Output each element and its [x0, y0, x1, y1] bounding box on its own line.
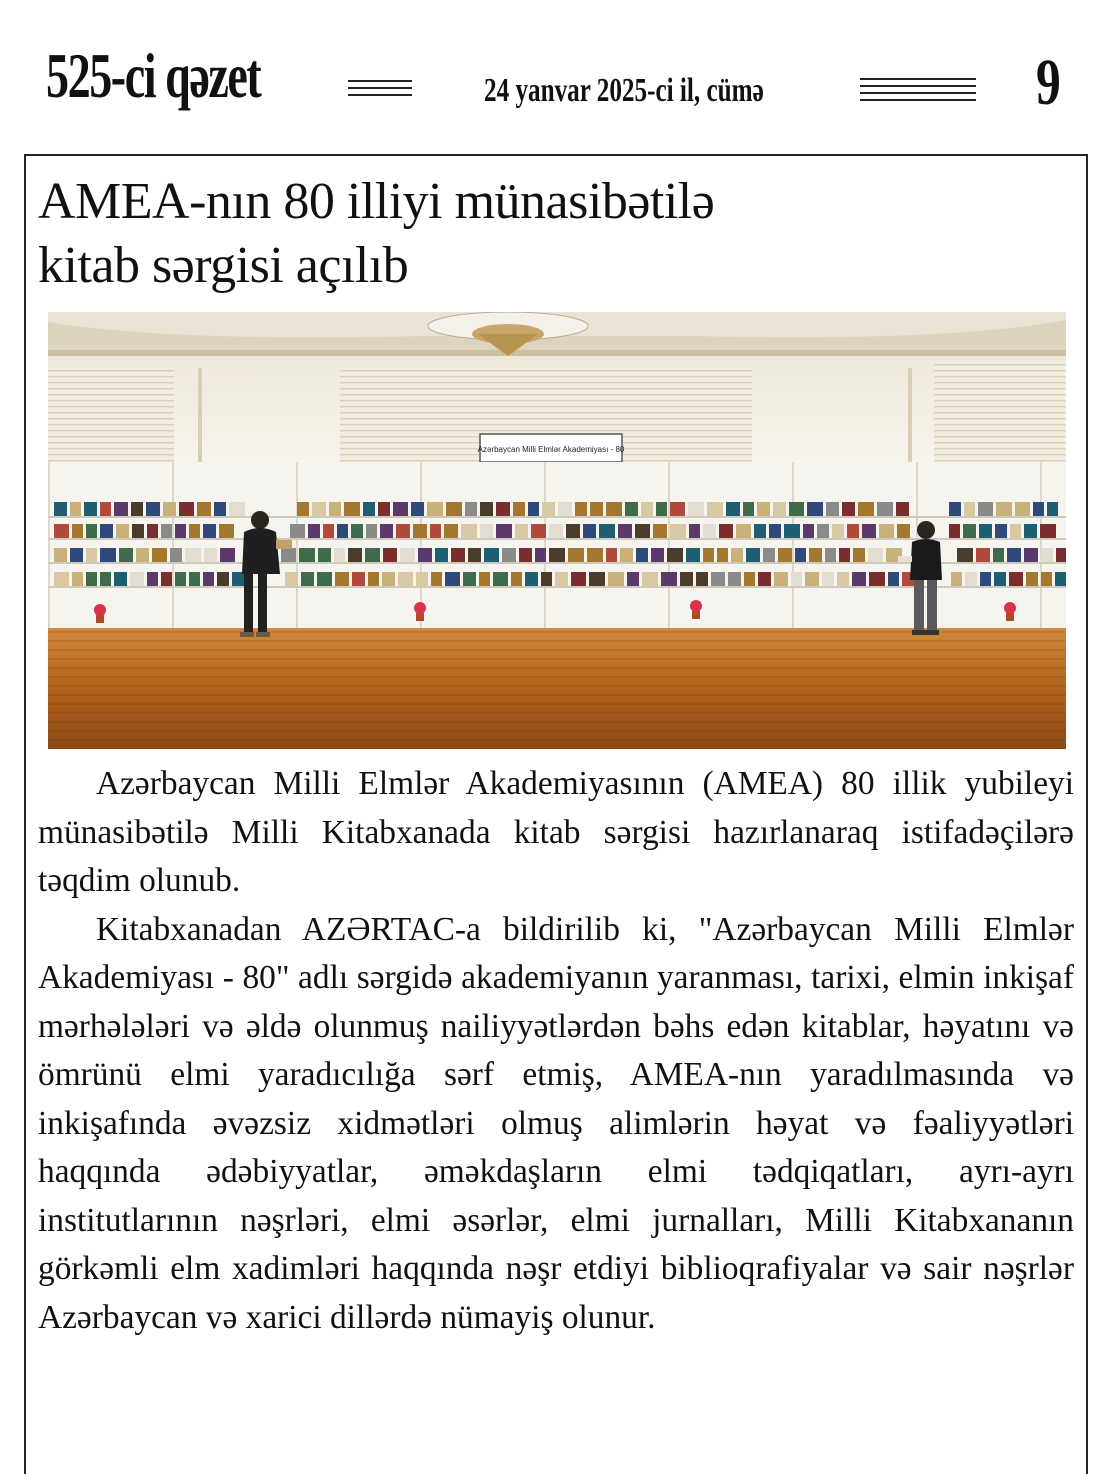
book — [542, 502, 555, 516]
book — [774, 572, 788, 586]
book — [535, 548, 546, 562]
book — [858, 502, 874, 516]
book — [839, 548, 850, 562]
book — [348, 548, 362, 562]
book — [446, 502, 462, 516]
book — [541, 572, 552, 586]
book — [549, 548, 565, 562]
book — [1009, 572, 1023, 586]
book — [599, 524, 615, 538]
book — [805, 572, 819, 586]
article-body — [38, 760, 1074, 1342]
book — [696, 572, 708, 586]
book — [119, 548, 133, 562]
book — [70, 548, 83, 562]
book — [869, 572, 885, 586]
book — [301, 572, 314, 586]
book — [736, 524, 751, 538]
book — [368, 572, 379, 586]
book — [54, 548, 67, 562]
book — [519, 548, 532, 562]
book — [568, 548, 584, 562]
book — [587, 548, 603, 562]
book — [809, 548, 822, 562]
book — [853, 548, 865, 562]
book — [670, 524, 686, 538]
book — [396, 524, 410, 538]
book — [1056, 548, 1066, 562]
book — [879, 524, 894, 538]
book — [382, 572, 395, 586]
book — [606, 502, 622, 516]
book — [86, 572, 97, 586]
book — [743, 502, 754, 516]
book — [957, 548, 973, 562]
book — [680, 572, 693, 586]
book — [667, 548, 683, 562]
book — [147, 572, 158, 586]
book — [468, 548, 481, 562]
book — [728, 572, 741, 586]
exhibition-banner — [478, 434, 625, 462]
book — [993, 548, 1004, 562]
book — [54, 502, 67, 516]
book — [484, 548, 499, 562]
book — [996, 502, 1012, 516]
book — [179, 502, 194, 516]
book — [496, 524, 512, 538]
book — [825, 548, 836, 562]
book — [555, 572, 568, 586]
book — [515, 524, 528, 538]
book — [72, 524, 83, 538]
book — [465, 502, 477, 516]
book — [877, 502, 893, 516]
book — [318, 548, 331, 562]
book — [479, 572, 490, 586]
book — [378, 502, 390, 516]
book — [197, 502, 211, 516]
book — [994, 572, 1006, 586]
book — [773, 502, 786, 516]
book — [136, 548, 149, 562]
book — [778, 548, 792, 562]
issue-date: 24 yanvar 2025-ci il, cümə — [484, 72, 764, 109]
book — [896, 502, 909, 516]
book — [528, 502, 539, 516]
book — [281, 548, 296, 562]
book — [832, 524, 844, 538]
book — [170, 548, 182, 562]
headline-line-2: kitab sərgisi açılıb — [38, 237, 409, 294]
book — [116, 524, 129, 538]
exhibition-photo — [48, 312, 1066, 749]
book — [978, 502, 993, 516]
book — [365, 548, 380, 562]
book — [653, 524, 667, 538]
book — [131, 502, 143, 516]
book — [847, 524, 859, 538]
book — [744, 572, 755, 586]
paragraph-1: Azərbaycan Milli Elmlər Akademiyasının (AMEA) 80 illik yubileyi münasibətilə Milli Kitabxanada kitab sərgisi hazırlanaraq istifadəçilərə təqdim olunub. — [38, 765, 1074, 899]
book — [413, 524, 427, 538]
book — [531, 524, 546, 538]
book — [1040, 524, 1056, 538]
book — [418, 548, 432, 562]
book — [707, 502, 723, 516]
book — [430, 524, 441, 538]
book — [625, 502, 638, 516]
book — [463, 572, 476, 586]
book — [317, 572, 332, 586]
book — [656, 502, 667, 516]
book — [868, 548, 883, 562]
book — [114, 572, 127, 586]
book — [100, 524, 113, 538]
book — [1024, 548, 1038, 562]
book — [352, 572, 365, 586]
book — [203, 524, 216, 538]
book — [719, 524, 733, 538]
book — [964, 502, 975, 516]
book — [618, 524, 632, 538]
book — [583, 524, 596, 538]
book — [229, 502, 245, 516]
book — [711, 572, 725, 586]
book — [416, 572, 428, 586]
book — [1055, 572, 1066, 586]
book — [480, 502, 493, 516]
book — [299, 548, 315, 562]
book — [84, 502, 97, 516]
book — [525, 572, 538, 586]
book — [100, 502, 111, 516]
paragraph-2: Kitabxanadan AZƏRTAC-a bildirilib ki, "Azərbaycan Milli Elmlər Akademiyası - 80" adlı sərgidə akademiyanın yaranması, tarixi, elmin inkişaf mərhələləri və əldə olunmuş nailiyyətlərdən bəhs edən kitablar, həyatını və ömrünü elmi yaradıcılığa sərf etmiş, AMEA-nın yaradılmasında və inkişafında əvəzsiz xidmətləri olmuş alimlərin həyat və fəaliyyətləri haqqında ədəbiyyatlar, əməkdaşların elmi tədqiqatları, ayrı-ayrı institutlarının nəşrləri, elmi əsərlər, elmi jurnalları, Milli Kitabxananın görkəmli elm xadimləri haqqında nəşr etdiyi biblioqrafiyalar və sair nəşrlər Azərbaycan və xarici dillərdə nümayiş olunur. — [38, 910, 1074, 1336]
book — [366, 524, 377, 538]
book — [976, 548, 990, 562]
book — [185, 548, 201, 562]
book — [995, 524, 1007, 538]
masthead-rule-right — [860, 78, 976, 106]
book — [589, 572, 605, 586]
book — [731, 548, 743, 562]
book — [444, 524, 458, 538]
exhibition-photo-svg — [48, 312, 1066, 749]
book — [822, 572, 834, 586]
book — [1033, 502, 1044, 516]
book — [636, 548, 648, 562]
book — [566, 524, 580, 538]
book — [897, 524, 910, 538]
book — [329, 502, 341, 516]
book — [949, 524, 960, 538]
book — [163, 502, 176, 516]
book — [949, 502, 961, 516]
book — [842, 502, 855, 516]
masthead — [0, 0, 1112, 150]
book — [1024, 524, 1037, 538]
book — [232, 572, 245, 586]
book — [575, 502, 587, 516]
book — [641, 502, 653, 516]
book — [789, 502, 804, 516]
book — [86, 524, 97, 538]
book — [323, 524, 334, 538]
book — [383, 548, 397, 562]
book — [502, 548, 516, 562]
book — [393, 502, 408, 516]
book — [549, 524, 563, 538]
book — [1041, 548, 1053, 562]
book — [219, 524, 234, 538]
book — [161, 524, 172, 538]
newspaper-name: 525-ci qəzet — [46, 40, 261, 111]
book — [334, 548, 345, 562]
book — [335, 572, 349, 586]
book — [451, 548, 465, 562]
book — [703, 524, 716, 538]
book — [571, 572, 586, 586]
book — [431, 572, 442, 586]
masthead-rule-left — [348, 80, 412, 101]
book — [146, 502, 160, 516]
book — [220, 548, 235, 562]
book — [511, 572, 522, 586]
book — [344, 502, 360, 516]
book — [769, 524, 781, 538]
book — [1041, 572, 1052, 586]
book — [435, 548, 448, 562]
book — [204, 548, 217, 562]
book — [686, 548, 700, 562]
book — [606, 548, 617, 562]
book — [620, 548, 633, 562]
book — [1010, 524, 1021, 538]
book — [363, 502, 375, 516]
book — [152, 548, 167, 562]
book — [791, 572, 802, 586]
page-number: 9 — [1036, 46, 1061, 119]
book — [493, 572, 508, 586]
book — [290, 524, 305, 538]
book — [651, 548, 664, 562]
book — [688, 502, 704, 516]
book — [480, 524, 493, 538]
book — [114, 502, 128, 516]
book — [297, 502, 309, 516]
book — [795, 548, 806, 562]
book — [54, 524, 69, 538]
book — [817, 524, 829, 538]
book — [86, 548, 97, 562]
headline-line-1: AMEA-nın 80 illiyi münasibətilə — [38, 173, 715, 230]
book — [852, 572, 866, 586]
book — [746, 548, 760, 562]
book — [627, 572, 639, 586]
book — [965, 572, 977, 586]
banner-text: Azərbaycan Milli Elmlər Akademiyası - 80 — [477, 445, 625, 454]
book — [54, 572, 69, 586]
book — [784, 524, 800, 538]
book — [754, 524, 766, 538]
book — [661, 572, 677, 586]
book — [100, 572, 111, 586]
book — [670, 502, 685, 516]
book — [400, 548, 415, 562]
book — [100, 548, 116, 562]
book — [411, 502, 424, 516]
book — [380, 524, 393, 538]
book — [963, 524, 976, 538]
article-headline — [38, 170, 1078, 298]
book — [496, 502, 510, 516]
book — [703, 548, 714, 562]
book — [175, 572, 186, 586]
book — [758, 572, 771, 586]
book — [717, 548, 728, 562]
book — [398, 572, 413, 586]
book — [351, 524, 363, 538]
book — [285, 572, 298, 586]
window-blind — [48, 368, 174, 464]
book — [608, 572, 624, 586]
book — [862, 524, 876, 538]
book — [189, 524, 200, 538]
book — [757, 502, 770, 516]
book — [803, 524, 814, 538]
book — [130, 572, 144, 586]
book — [951, 572, 962, 586]
book — [726, 502, 740, 516]
book — [337, 524, 348, 538]
book — [837, 572, 849, 586]
book — [1015, 502, 1030, 516]
book — [214, 502, 226, 516]
book — [445, 572, 460, 586]
window-blind — [934, 362, 1066, 462]
book — [147, 524, 158, 538]
book — [689, 524, 700, 538]
book — [635, 524, 650, 538]
book — [312, 502, 326, 516]
book — [161, 572, 172, 586]
book — [1007, 548, 1021, 562]
book — [1047, 502, 1058, 516]
book — [427, 502, 443, 516]
book — [888, 572, 899, 586]
book — [826, 502, 839, 516]
book — [70, 502, 81, 516]
book — [807, 502, 823, 516]
book — [132, 524, 144, 538]
book — [175, 524, 186, 538]
book — [513, 502, 525, 516]
book — [590, 502, 603, 516]
book — [980, 572, 991, 586]
book — [763, 548, 775, 562]
book — [308, 524, 320, 538]
book — [979, 524, 992, 538]
book — [203, 572, 214, 586]
book — [217, 572, 229, 586]
book — [72, 572, 83, 586]
book — [1026, 572, 1038, 586]
book — [558, 502, 572, 516]
book — [461, 524, 477, 538]
book — [642, 572, 658, 586]
book — [189, 572, 200, 586]
